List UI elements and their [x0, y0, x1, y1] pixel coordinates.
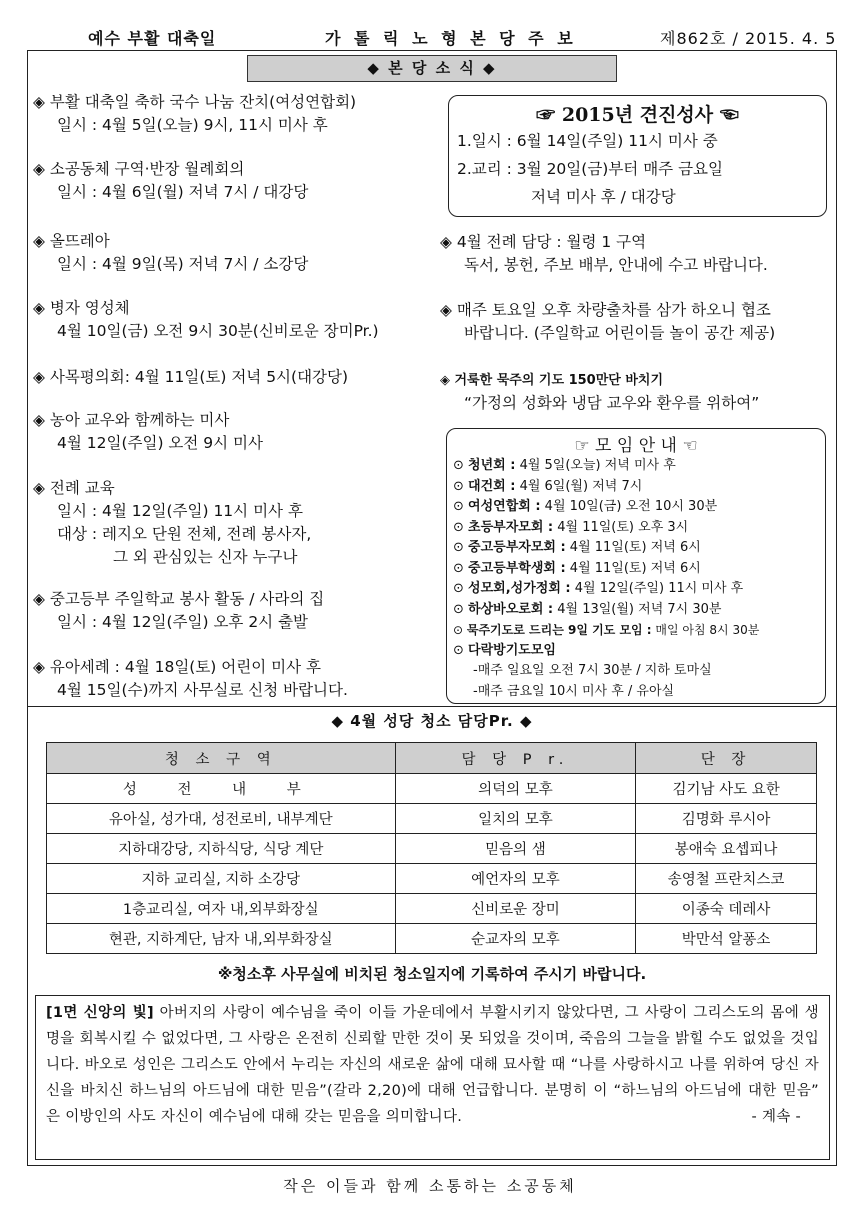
- meeting-row: ⊙ 대건회 : 4월 6일(월) 저녁 7시: [453, 478, 643, 494]
- meeting-row: ⊙ 중고등부학생회 : 4월 11일(토) 저녁 6시: [453, 560, 701, 576]
- header-issue: 제862호 / 2015. 4. 5: [660, 29, 837, 48]
- news-item: ◈ 유아세례 : 4월 18일(토) 어린이 미사 후 4월 15일(수)까지 사무실로 신청 바랍니다.: [33, 656, 348, 702]
- table-row: 1층교리실, 여자 내,외부화장실 신비로운 장미 이종숙 데레사: [47, 894, 817, 924]
- news-item: ◈ 4월 전례 담당 : 월령 1 구역 독서, 봉헌, 주보 배부, 안내에 수고 바랍니다.: [440, 231, 768, 277]
- faith-text: 아버지의 사랑이 예수님을 죽이 이들 가운데에서 부활시키지 않았다면, 그 사랑이 그리스도의 몸에 생명을 회복시킬 수 없었다면, 그 사랑은 온전히 신뢰할 만한 것이 못 되었을 것이며, 죽음의 그늘을 밝힐 수도 없었을 것입니다. 바오로 성인은 그리스도 안에서 누리는 자신의 새로운 삶에 대해 묘사할 때 “나를 사랑하시고 나를 위하여 당신 자신을 바치신 하느님의 아드님에 대한 믿음”(갈라 2,20)에 대해 언급합니다. 분명히 이 “하느님의 아드님에 대한 믿음” 은 이방인의 사도 자신이 예수님에 대해 갖는 믿음을 의미합니다.: [46, 1005, 819, 1125]
- news-item: ◈ 매주 토요일 오후 차량출차를 삼가 하오니 협조 바랍니다. (주일학교 어린이들 놀이 공간 제공): [440, 299, 775, 345]
- faith-label: [1면 신앙의 빛]: [46, 1005, 154, 1021]
- faith-continued: - 계속 -: [751, 1109, 801, 1125]
- news-item: ◈ 올뜨레아 일시 : 4월 9일(목) 저녁 7시 / 소강당: [33, 230, 308, 276]
- meetings-box: ☞ 모 임 안 내 ☜ ⊙ 청년회 : 4월 5일(오늘) 저녁 미사 후 ⊙ 대건회 : 4월 6일(월) 저녁 7시 ⊙ 여성연합회 : 4월 10일(금) 오전 10시 30분 ⊙ 초등부자모회 : 4월 11일(토) 오후 3시 ⊙ 중고등부자모회 : 4월 11일(토) 저녁 6시 ⊙ 중고등부학생회 : 4월 11일(토) 저녁 6시 ⊙ 성모회,성가정회 : 4월 12일(주일) 11시 미사 후 ⊙ 하상바오로회 : 4월 13일(월) 저녁 7시 30분 ⊙ 묵주기도로 드리는 9일 기도 모임 : 매일 아침 8시 30분 ⊙ 다락방기도모임 -매주 일요일 오전 7시 30분 / 지하 토마실 -매주 금요일 10시 미사 후 / 유아실: [446, 428, 826, 704]
- cleaning-table: [46, 742, 817, 954]
- news-item: ◈ 병자 영성체 4월 10일(금) 오전 9시 30분(신비로운 장미Pr.): [33, 297, 379, 343]
- news-item: ◈ 부활 대축일 축하 국수 나눔 잔치(여성연합회) 일시 : 4월 5일(오늘) 9시, 11시 미사 후: [33, 91, 356, 137]
- meeting-row: ⊙ 여성연합회 : 4월 10일(금) 오전 10시 30분: [453, 499, 718, 514]
- news-item: ◈ 사목평의회: 4월 11일(토) 저녁 5시(대강당): [33, 366, 348, 389]
- meeting-row: ⊙ 중고등부자모회 : 4월 11일(토) 저녁 6시: [453, 540, 701, 555]
- cleaning-title: ◆ 4월 성당 청소 담당Pr. ◆: [331, 712, 533, 730]
- table-row: 성 전 내 부 의덕의 모후 김기남 사도 요한: [47, 774, 817, 804]
- confirmation-title: ☞ 2015년 견진성사 ☜: [536, 104, 739, 126]
- faith-box: [35, 995, 830, 1160]
- table-row: 현관, 지하계단, 남자 내,외부화장실 순교자의 모후 박만석 알퐁소: [47, 924, 817, 954]
- divider: [27, 706, 837, 707]
- confirmation-box: ☞ 2015년 견진성사 ☜ 1.일시 : 6월 14일(주일) 11시 미사 중 2.교리 : 3월 20일(금)부터 매주 금요일 저녁 미사 후 / 대강당: [448, 95, 827, 217]
- cleaning-note: ※청소후 사무실에 비치된 청소일지에 기록하여 주시기 바랍니다.: [217, 965, 647, 983]
- header-left: 예수 부활 대축일: [88, 29, 217, 48]
- section-title: ◆ 본 당 소 식 ◆: [247, 55, 617, 82]
- table-header-row: 청 소 구 역 담 당 P r. 단 장: [47, 743, 817, 774]
- table-row: 지하 교리실, 지하 소강당 예언자의 모후 송영철 프란치스코: [47, 864, 817, 894]
- footer-slogan: 작은 이들과 함께 소통하는 소공동체: [283, 1177, 577, 1195]
- news-item: ◈ 농아 교우와 함께하는 미사 4월 12일(주일) 오전 9시 미사: [33, 409, 263, 455]
- meetings-title: ☞ 모 임 안 내 ☜: [574, 436, 698, 456]
- table-row: 유아실, 성가대, 성전로비, 내부계단 일치의 모후 김명화 루시아: [47, 804, 817, 834]
- meeting-row: ⊙ 성모회,성가정회 : 4월 12일(주일) 11시 미사 후: [453, 581, 744, 596]
- table-row: 지하대강당, 지하식당, 식당 계단 믿음의 샘 봉애숙 요셉피나: [47, 834, 817, 864]
- meeting-row: ⊙ 청년회 : 4월 5일(오늘) 저녁 미사 후: [453, 458, 676, 473]
- meeting-row: ⊙ 묵주기도로 드리는 9일 기도 모임 : 매일 아침 8시 30분: [453, 623, 760, 637]
- meeting-row: ⊙ 초등부자모회 : 4월 11일(토) 오후 3시: [453, 519, 689, 535]
- news-item: ◈ 소공동체 구역·반장 월례회의 일시 : 4월 6일(월) 저녁 7시 / 대강당: [33, 158, 308, 204]
- news-item: ◈ 중고등부 주일학교 봉사 활동 / 사라의 집 일시 : 4월 12일(주일) 오후 2시 출발: [33, 588, 324, 634]
- header-title: 가 톨 릭 노 형 본 당 주 보: [325, 29, 577, 48]
- meeting-row: ⊙ 하상바오로회 : 4월 13일(월) 저녁 7시 30분: [453, 601, 722, 617]
- news-item: ◈ 전례 교육 일시 : 4월 12일(주일) 11시 미사 후 대상 : 레지오 단원 전체, 전례 봉사자, 그 외 관심있는 신자 누구나: [33, 477, 311, 569]
- news-item: ◈ 거룩한 묵주의 기도 150만단 바치기 “가정의 성화와 냉담 교우와 환우를 위하여”: [440, 368, 759, 415]
- meeting-row: ⊙ 다락방기도모임: [453, 642, 556, 658]
